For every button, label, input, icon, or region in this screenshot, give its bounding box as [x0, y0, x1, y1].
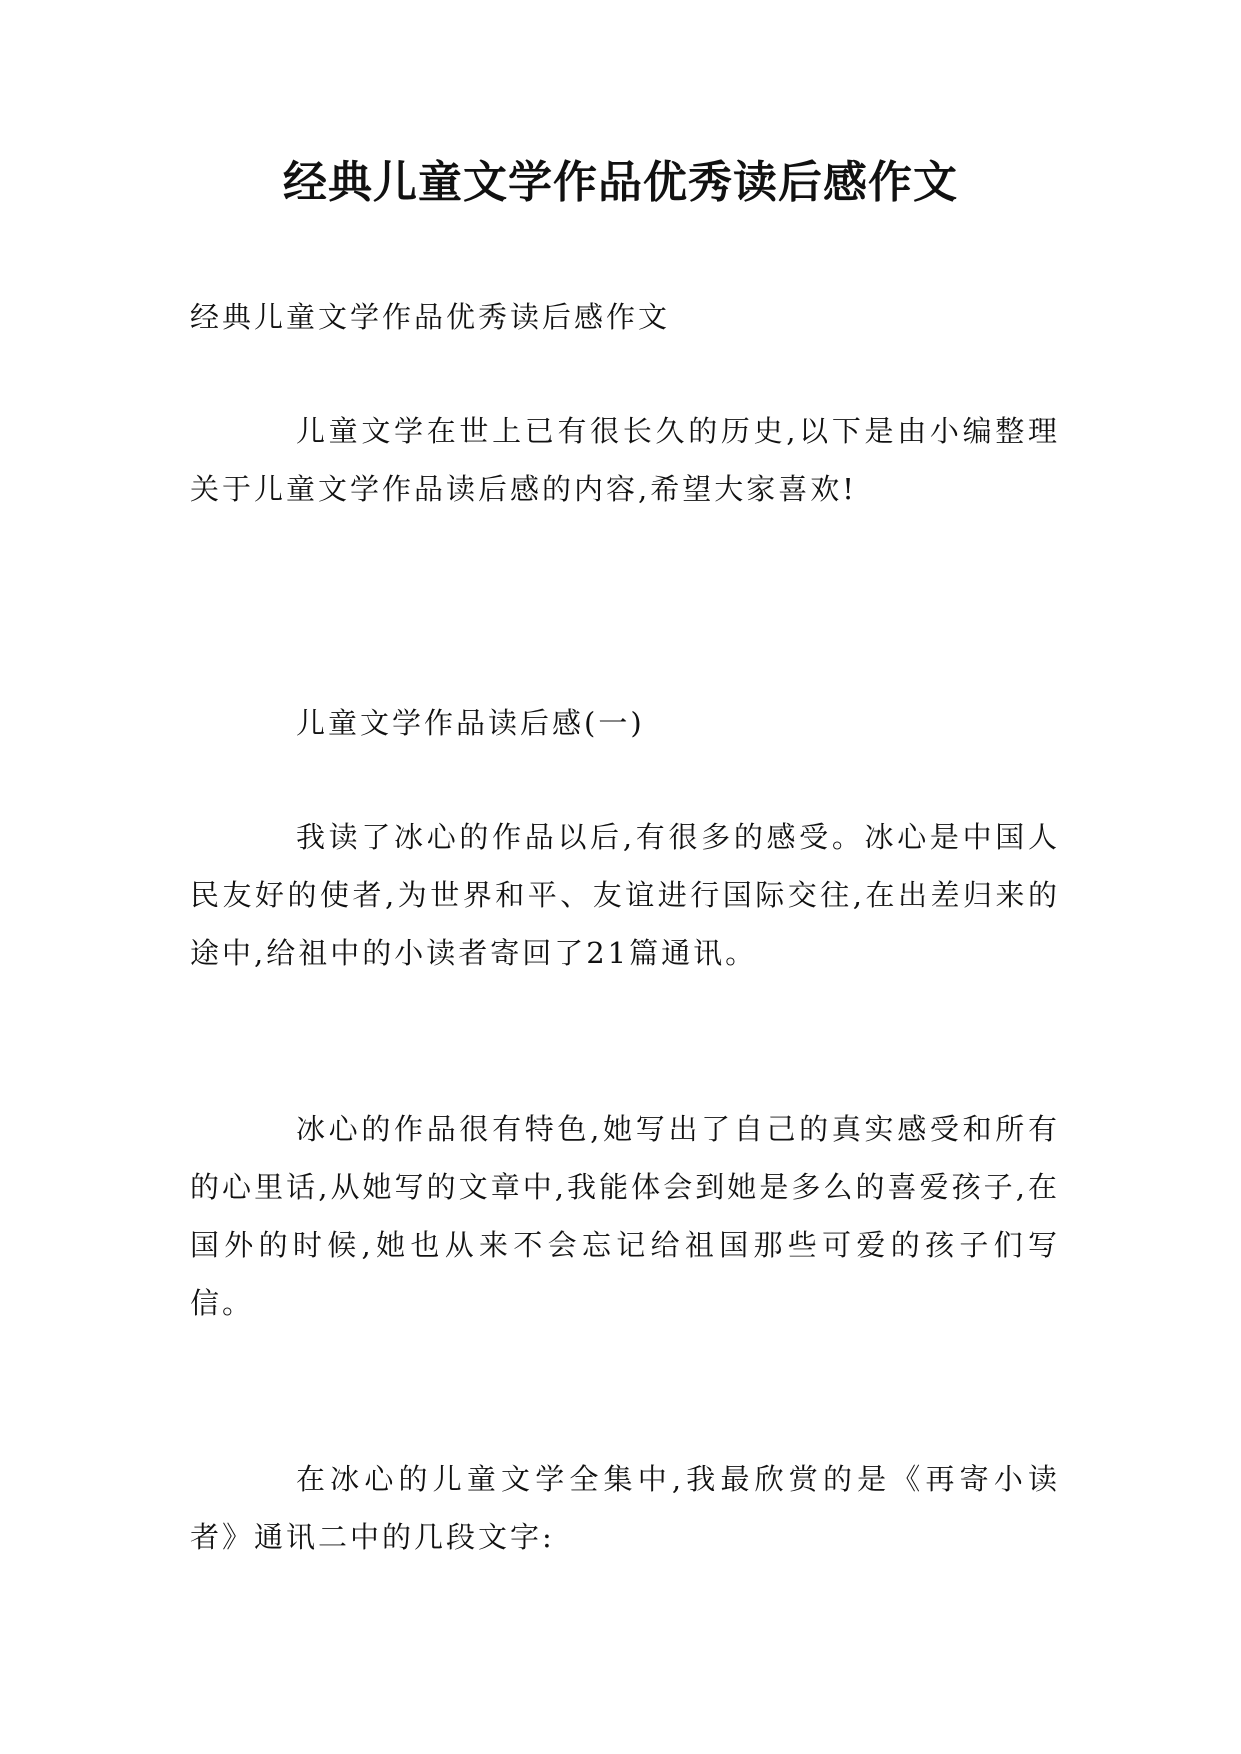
document-title: 经典儿童文学作品优秀读后感作文: [283, 157, 958, 208]
document-subtitle: 经典儿童文学作品优秀读后感作文: [190, 300, 671, 334]
body-paragraph: 冰心的作品很有特色,她写出了自己的真实感受和所有的心里话,从她写的文章中,我能体会到她是多么的喜爱孩子,在国外的时候,她也从来不会忘记给祖国那些可爱的孩子们写信。: [190, 1112, 1060, 1320]
body-paragraph: 我读了冰心的作品以后,有很多的感受。冰心是中国人民友好的使者,为世界和平、友谊进行国际交往,在出差归来的途中,给祖中的小读者寄回了21篇通讯。: [190, 820, 1060, 970]
body-paragraph: 在冰心的儿童文学全集中,我最欣赏的是《再寄小读者》通讯二中的几段文字:: [190, 1462, 1060, 1554]
intro-paragraph: 儿童文学在世上已有很长久的历史,以下是由小编整理关于儿童文学作品读后感的内容,希望大家喜欢!: [190, 414, 1060, 506]
section-heading: 儿童文学作品读后感(一): [296, 706, 645, 740]
